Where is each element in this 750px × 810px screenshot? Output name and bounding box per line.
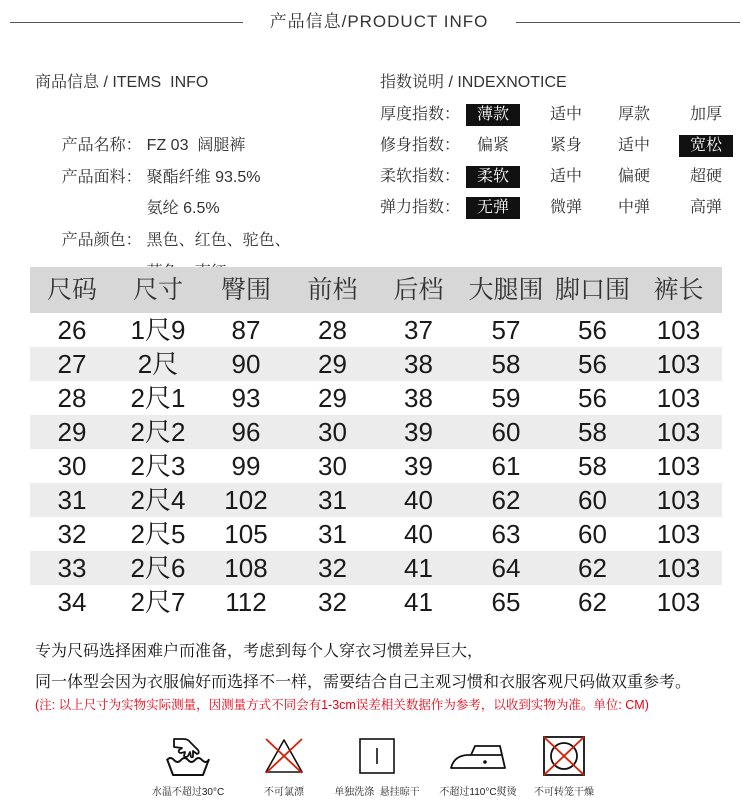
cell-hip: 90 [231,349,261,379]
table-row [30,585,722,619]
items-info-heading: 商品信息 / ITEMS INFO [35,74,209,91]
cell-front-rise: 29 [318,349,347,379]
cell-hip: 96 [231,417,261,447]
product-color-label: 产品颜色： [61,231,142,249]
fit-option: 偏紧 [476,136,509,154]
cell-thigh: 62 [491,485,521,515]
column-header-hip: 臀围 [220,276,271,304]
cell-size: 34 [57,587,87,617]
cell-front-rise: 29 [318,383,347,413]
product-name-value: FZ 03 阔腿裤 [146,137,246,155]
cell-waist: 2尺6 [130,553,186,583]
table-row [30,415,722,449]
cell-length: 103 [656,349,701,379]
table-row [30,517,722,551]
thickness-index-row [380,99,740,130]
cell-hip: 93 [231,383,261,413]
cell-thigh: 59 [491,383,521,413]
cell-length: 103 [656,383,701,413]
page-title: 产品信息/PRODUCT INFO [269,12,489,31]
column-header-thigh: 大腿围 [468,276,544,304]
cell-length: 103 [656,519,701,549]
cell-leg-opening: 56 [578,315,607,345]
thickness-index-label: 厚度指数： [380,106,461,123]
cell-size: 31 [57,485,87,515]
cell-back-rise: 40 [404,485,433,515]
cell-thigh: 63 [491,519,521,549]
no-tumble-dry-icon [514,733,614,779]
care-iron [428,733,528,803]
thickness-option: 薄款 [466,104,520,126]
cell-waist: 2尺5 [130,519,186,549]
size-table-header [30,267,722,313]
softness-option: 适中 [549,167,582,185]
cell-thigh: 61 [491,451,521,481]
product-name-label: 产品名称： [61,137,142,155]
cell-front-rise: 28 [318,315,347,345]
stretch-option: 无弹 [466,197,520,219]
softness-index-label: 柔软指数： [380,168,461,185]
size-table [30,267,722,619]
product-fabric-value-2: 氨纶 6.5% [146,200,220,218]
softness-option: 柔软 [466,166,520,188]
care-iron-label: 不超过110°C熨烫 [439,787,517,798]
cell-front-rise: 32 [318,587,347,617]
care-hand-wash [138,733,238,803]
stretch-option: 高弹 [689,198,722,216]
hand-wash-icon [138,733,238,779]
cell-thigh: 58 [491,349,521,379]
cell-back-rise: 40 [404,519,433,549]
cell-waist: 2尺7 [130,587,186,617]
iron-low-heat-icon [428,733,528,779]
cell-hip: 99 [231,451,261,481]
column-header-back-rise: 后档 [393,276,444,304]
cell-front-rise: 32 [318,553,347,583]
cell-front-rise: 30 [318,417,347,447]
cell-back-rise: 39 [404,451,433,481]
table-row [30,381,722,415]
cell-hip: 105 [224,519,268,549]
care-no-bleach [234,733,334,803]
product-fabric-label: 产品面料： [61,168,142,186]
care-drip-dry-label: 单独洗涤 悬挂晾干 [334,787,420,798]
product-fabric-value: 聚酯纤维 93.5% [146,168,261,186]
column-header-length: 裤长 [653,276,704,304]
cell-length: 103 [656,553,701,583]
measurement-disclaimer: (注: 以上尺寸为实物实际测量，因测量方式不同会有1-3cm误差相关数据作为参考，以收到实物为准。单位: CM) [35,698,649,712]
cell-waist: 2尺3 [130,451,186,481]
size-note-line-1: 专为尺码选择困难户而准备，考虑到每个人穿衣习惯差异巨大， [35,643,484,660]
items-info-panel [35,67,355,257]
cell-thigh: 65 [491,587,521,617]
stretch-option: 微弹 [549,198,582,216]
cell-leg-opening: 62 [578,553,607,583]
cell-length: 103 [656,451,701,481]
table-row [30,347,722,381]
cell-back-rise: 41 [404,553,433,583]
fit-option: 紧身 [549,136,582,154]
index-notice-heading: 指数说明 / INDEXNOTICE [380,74,567,91]
cell-length: 103 [656,417,701,447]
cell-hip: 87 [231,315,261,345]
cell-size: 33 [57,553,87,583]
thickness-option: 加厚 [689,105,722,123]
cell-front-rise: 30 [318,451,347,481]
cell-back-rise: 39 [404,417,433,447]
softness-index-row [380,161,740,192]
cell-hip: 108 [224,553,268,583]
fit-index-label: 修身指数： [380,137,461,154]
cell-front-rise: 31 [318,485,347,515]
cell-length: 103 [656,485,701,515]
stretch-index-label: 弹力指数： [380,199,461,216]
cell-waist: 2尺1 [130,383,186,413]
cell-waist: 2尺4 [130,485,186,515]
cell-size: 27 [57,349,87,379]
softness-option: 超硬 [689,167,722,185]
thickness-option: 厚款 [617,105,650,123]
care-no-tumble-dry-label: 不可转笼干燥 [534,787,594,798]
cell-size: 32 [57,519,87,549]
cell-waist: 2尺2 [130,417,186,447]
cell-leg-opening: 56 [578,349,607,379]
cell-size: 26 [57,315,87,345]
softness-option: 偏硬 [617,167,650,185]
thickness-option: 适中 [549,105,582,123]
header-rule-left [10,22,243,23]
product-name-row [35,99,355,155]
cell-size: 28 [57,383,87,413]
header-rule-right [516,22,740,23]
cell-thigh: 57 [491,315,521,345]
cell-leg-opening: 60 [578,485,607,515]
drip-dry-icon [327,733,427,779]
cell-hip: 102 [224,485,268,515]
stretch-index-row [380,192,740,223]
column-header-size: 尺码 [46,276,97,304]
column-header-leg-opening: 脚口围 [554,276,630,304]
cell-waist: 2尺 [137,349,179,379]
fit-option: 宽松 [679,135,733,157]
care-no-bleach-label: 不可氯漂 [264,787,304,798]
cell-waist: 1尺9 [130,315,186,345]
column-header-front-rise: 前档 [307,276,358,304]
cell-length: 103 [656,587,701,617]
cell-length: 103 [656,315,701,345]
fit-option: 适中 [617,136,650,154]
table-row [30,483,722,517]
cell-leg-opening: 60 [578,519,607,549]
fit-index-row [380,130,740,161]
care-hand-wash-label: 水温不超过30°C [151,787,225,798]
cell-leg-opening: 58 [578,451,607,481]
size-note-line-2: 同一体型会因为衣服偏好而选择不一样，需要结合自己主观习惯和衣服客观尺码做双重参考。 [35,674,692,691]
cell-front-rise: 31 [318,519,347,549]
care-no-tumble-dry [514,733,614,803]
cell-back-rise: 37 [404,315,433,345]
index-notice-panel [380,67,740,223]
column-header-waist: 尺寸 [132,276,183,304]
cell-back-rise: 38 [404,383,433,413]
table-row [30,313,722,347]
cell-size: 29 [57,417,87,447]
stretch-option: 中弹 [617,198,650,216]
no-bleach-icon [234,733,334,779]
table-row [30,551,722,585]
cell-leg-opening: 58 [578,417,607,447]
cell-back-rise: 38 [404,349,433,379]
cell-thigh: 64 [491,553,521,583]
cell-size: 30 [57,451,87,481]
product-color-value: 黑色、红色、驼色、 [146,231,291,249]
cell-leg-opening: 62 [578,587,607,617]
cell-leg-opening: 56 [578,383,607,413]
cell-hip: 112 [225,587,267,617]
cell-back-rise: 41 [404,587,433,617]
table-row [30,449,722,483]
care-drip-dry [327,733,427,803]
cell-thigh: 60 [491,417,521,447]
